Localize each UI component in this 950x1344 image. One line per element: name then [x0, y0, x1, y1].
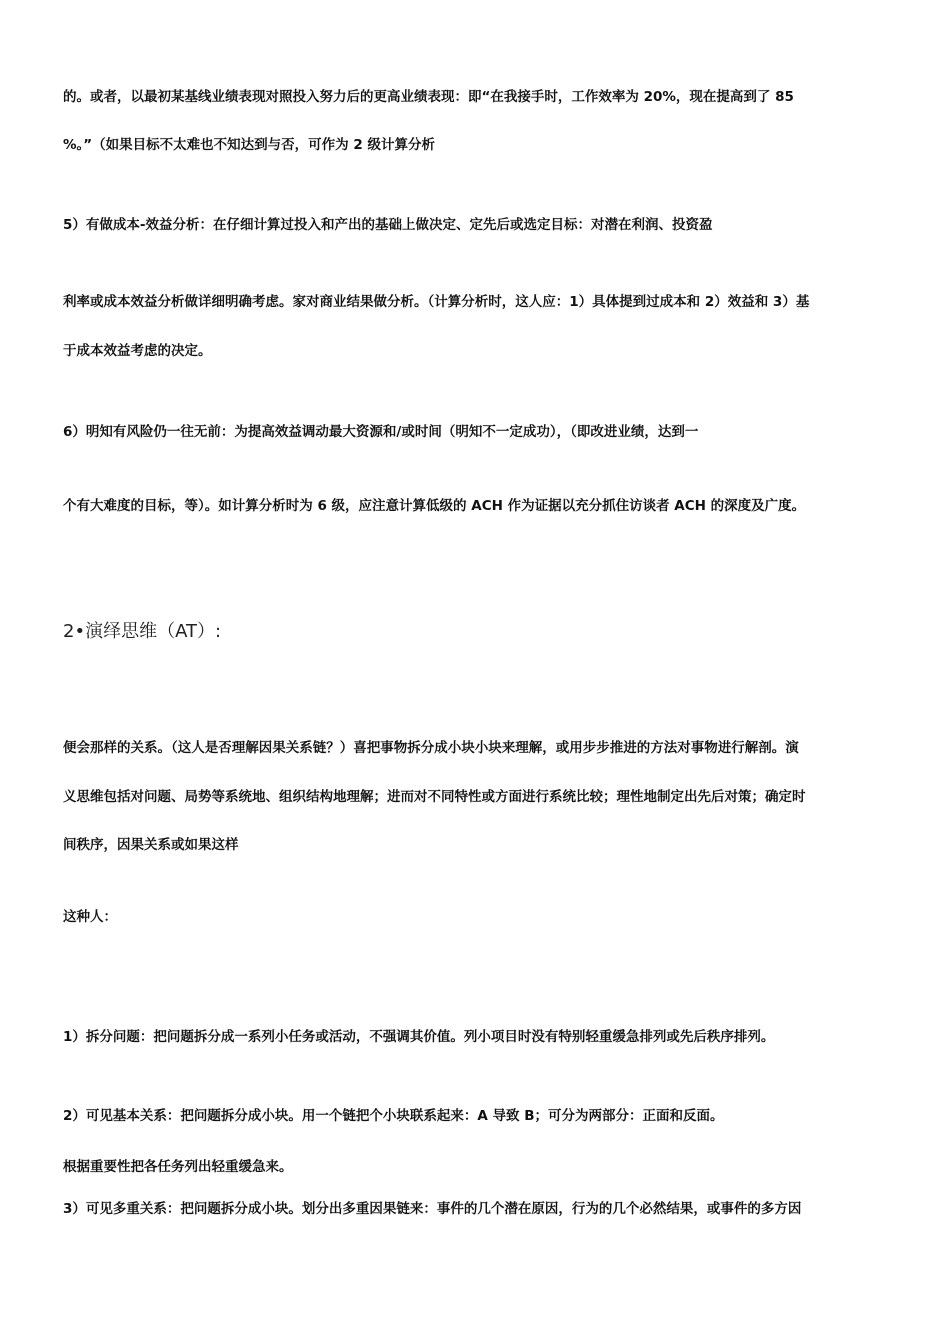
list-item: 2）可见基本关系：把问题拆分成小块。用一个链把个小块联系起来：A 导致 B；可分为两部分：正面和反面。 [63, 1108, 724, 1124]
text-line: 这种人： [63, 909, 117, 925]
text-line: 便会那样的关系。（这人是否理解因果关系链？）喜把事物拆分成小块小块来理解，或用步步推进的方法对事物进行解剖。演 [63, 740, 799, 756]
text-line: 5）有做成本-效益分析：在仔细计算过投入和产出的基础上做决定、定先后或选定目标：对潜在利润、投资盈 [63, 217, 713, 233]
text-line: 义思维包括对问题、局势等系统地、组织结构地理解；进而对不同特性或方面进行系统比较；理性地制定出先后对策；确定时 [63, 789, 806, 805]
text-line: 个有大难度的目标，等）。如计算分析时为 6 级，应注意计算低级的 ACH 作为证据以充分抓住访谈者 ACH 的深度及广度。 [63, 498, 806, 514]
section-heading: 2•演绎思维（AT）: [63, 621, 222, 642]
text-line: 利率或成本效益分析做详细明确考虑。家对商业结果做分析。（计算分析时，这人应：1）具体提到过成本和 2）效益和 3）基 [63, 294, 810, 310]
list-item: 3）可见多重关系：把问题拆分成小块。划分出多重因果链来：事件的几个潜在原因，行为的几个必然结果，或事件的多方因 [63, 1201, 802, 1217]
text-line: 于成本效益考虑的决定。 [63, 343, 212, 359]
text-line: 根据重要性把各任务列出轻重缓急来。 [63, 1159, 293, 1175]
text-line: 6）明知有风险仍一往无前：为提高效益调动最大资源和/或时间（明知不一定成功），（即改进业绩，达到一 [63, 424, 699, 440]
text-line: 间秩序，因果关系或如果这样 [63, 837, 239, 853]
list-item: 1）拆分问题：把问题拆分成一系列小任务或活动，不强调其价值。列小项目时没有特别轻重缓急排列或先后秩序排列。 [63, 1029, 775, 1045]
text-line: 的。或者，以最初某基线业绩表现对照投入努力后的更高业绩表现：即“在我接手时，工作效率为 20%，现在提高到了 85 [63, 89, 794, 105]
text-line: %。”（如果目标不太难也不知达到与否，可作为 2 级计算分析 [63, 137, 435, 153]
